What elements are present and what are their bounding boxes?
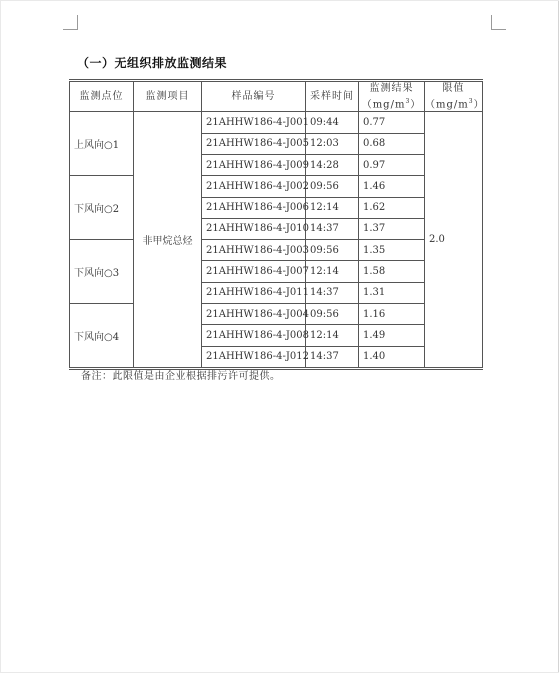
header-limit-label: 限值 — [442, 83, 465, 94]
result-cell: 0.97 — [359, 154, 425, 175]
section-title: （一）无组织排放监测结果 — [77, 56, 228, 70]
point-cell: 下风向○2 — [70, 176, 134, 240]
item-cell: 非甲烷总烃 — [134, 112, 202, 369]
limit-cell: 2.0 — [425, 112, 483, 369]
result-cell: 1.35 — [359, 240, 425, 261]
result-cell: 1.49 — [359, 325, 425, 346]
crop-mark-top-left — [63, 15, 78, 30]
time-cell: 09:44 — [306, 112, 359, 133]
crop-mark-top-right — [491, 15, 506, 30]
header-limit-unit: $(mg/m^3)$ — [425, 98, 485, 111]
header-sample-id: 样品编号 — [202, 81, 306, 112]
header-result-label: 监测结果 — [369, 83, 414, 94]
header-result — [359, 81, 425, 112]
result-cell: 1.46 — [359, 176, 425, 197]
sample-id-cell: 21AHHW186-4-J009 — [202, 154, 306, 175]
result-cell: 1.37 — [359, 218, 425, 239]
result-cell: 1.31 — [359, 282, 425, 303]
sample-id-cell: 21AHHW186-4-J011 — [202, 282, 306, 303]
time-cell: 09:56 — [306, 304, 359, 325]
time-cell: 14:28 — [306, 154, 359, 175]
sample-id-cell: 21AHHW186-4-J004 — [202, 304, 306, 325]
table-row — [70, 304, 483, 325]
results-table — [69, 79, 483, 370]
time-cell: 09:56 — [306, 176, 359, 197]
result-cell: 1.40 — [359, 346, 425, 368]
time-cell: 12:03 — [306, 133, 359, 154]
time-cell: 14:37 — [306, 346, 359, 368]
point-cell: 下风向○3 — [70, 240, 134, 304]
sample-id-cell: 21AHHW186-4-J007 — [202, 261, 306, 282]
result-cell: 0.77 — [359, 112, 425, 133]
document-page — [1, 1, 559, 672]
point-cell: 下风向○4 — [70, 304, 134, 369]
result-cell: 1.62 — [359, 197, 425, 218]
header-row — [70, 81, 483, 112]
sample-id-cell: 21AHHW186-4-J002 — [202, 176, 306, 197]
time-cell: 09:56 — [306, 240, 359, 261]
sample-id-cell: 21AHHW186-4-J003 — [202, 240, 306, 261]
header-limit — [425, 81, 483, 112]
sample-id-cell: 21AHHW186-4-J001 — [202, 112, 306, 133]
sample-id-cell: 21AHHW186-4-J008 — [202, 325, 306, 346]
table-note: 备注：此限值是由企业根据排污许可提供。 — [81, 371, 281, 382]
time-cell: 12:14 — [306, 261, 359, 282]
sample-id-cell: 21AHHW186-4-J006 — [202, 197, 306, 218]
result-cell: 1.58 — [359, 261, 425, 282]
time-cell: 12:14 — [306, 325, 359, 346]
table-row — [70, 176, 483, 197]
header-point: 监测点位 — [70, 81, 134, 112]
header-time: 采样时间 — [306, 81, 359, 112]
result-cell: 0.68 — [359, 133, 425, 154]
time-cell: 14:37 — [306, 218, 359, 239]
time-cell: 12:14 — [306, 197, 359, 218]
point-cell: 上风向○1 — [70, 112, 134, 176]
sample-id-cell: 21AHHW186-4-J012 — [202, 346, 306, 368]
header-result-unit: $(mg/m^3)$ — [361, 98, 422, 111]
result-cell: 1.16 — [359, 304, 425, 325]
table-row — [70, 112, 483, 133]
sample-id-cell: 21AHHW186-4-J010 — [202, 218, 306, 239]
time-cell: 14:37 — [306, 282, 359, 303]
table-row — [70, 240, 483, 261]
header-item: 监测项目 — [134, 81, 202, 112]
sample-id-cell: 21AHHW186-4-J005 — [202, 133, 306, 154]
